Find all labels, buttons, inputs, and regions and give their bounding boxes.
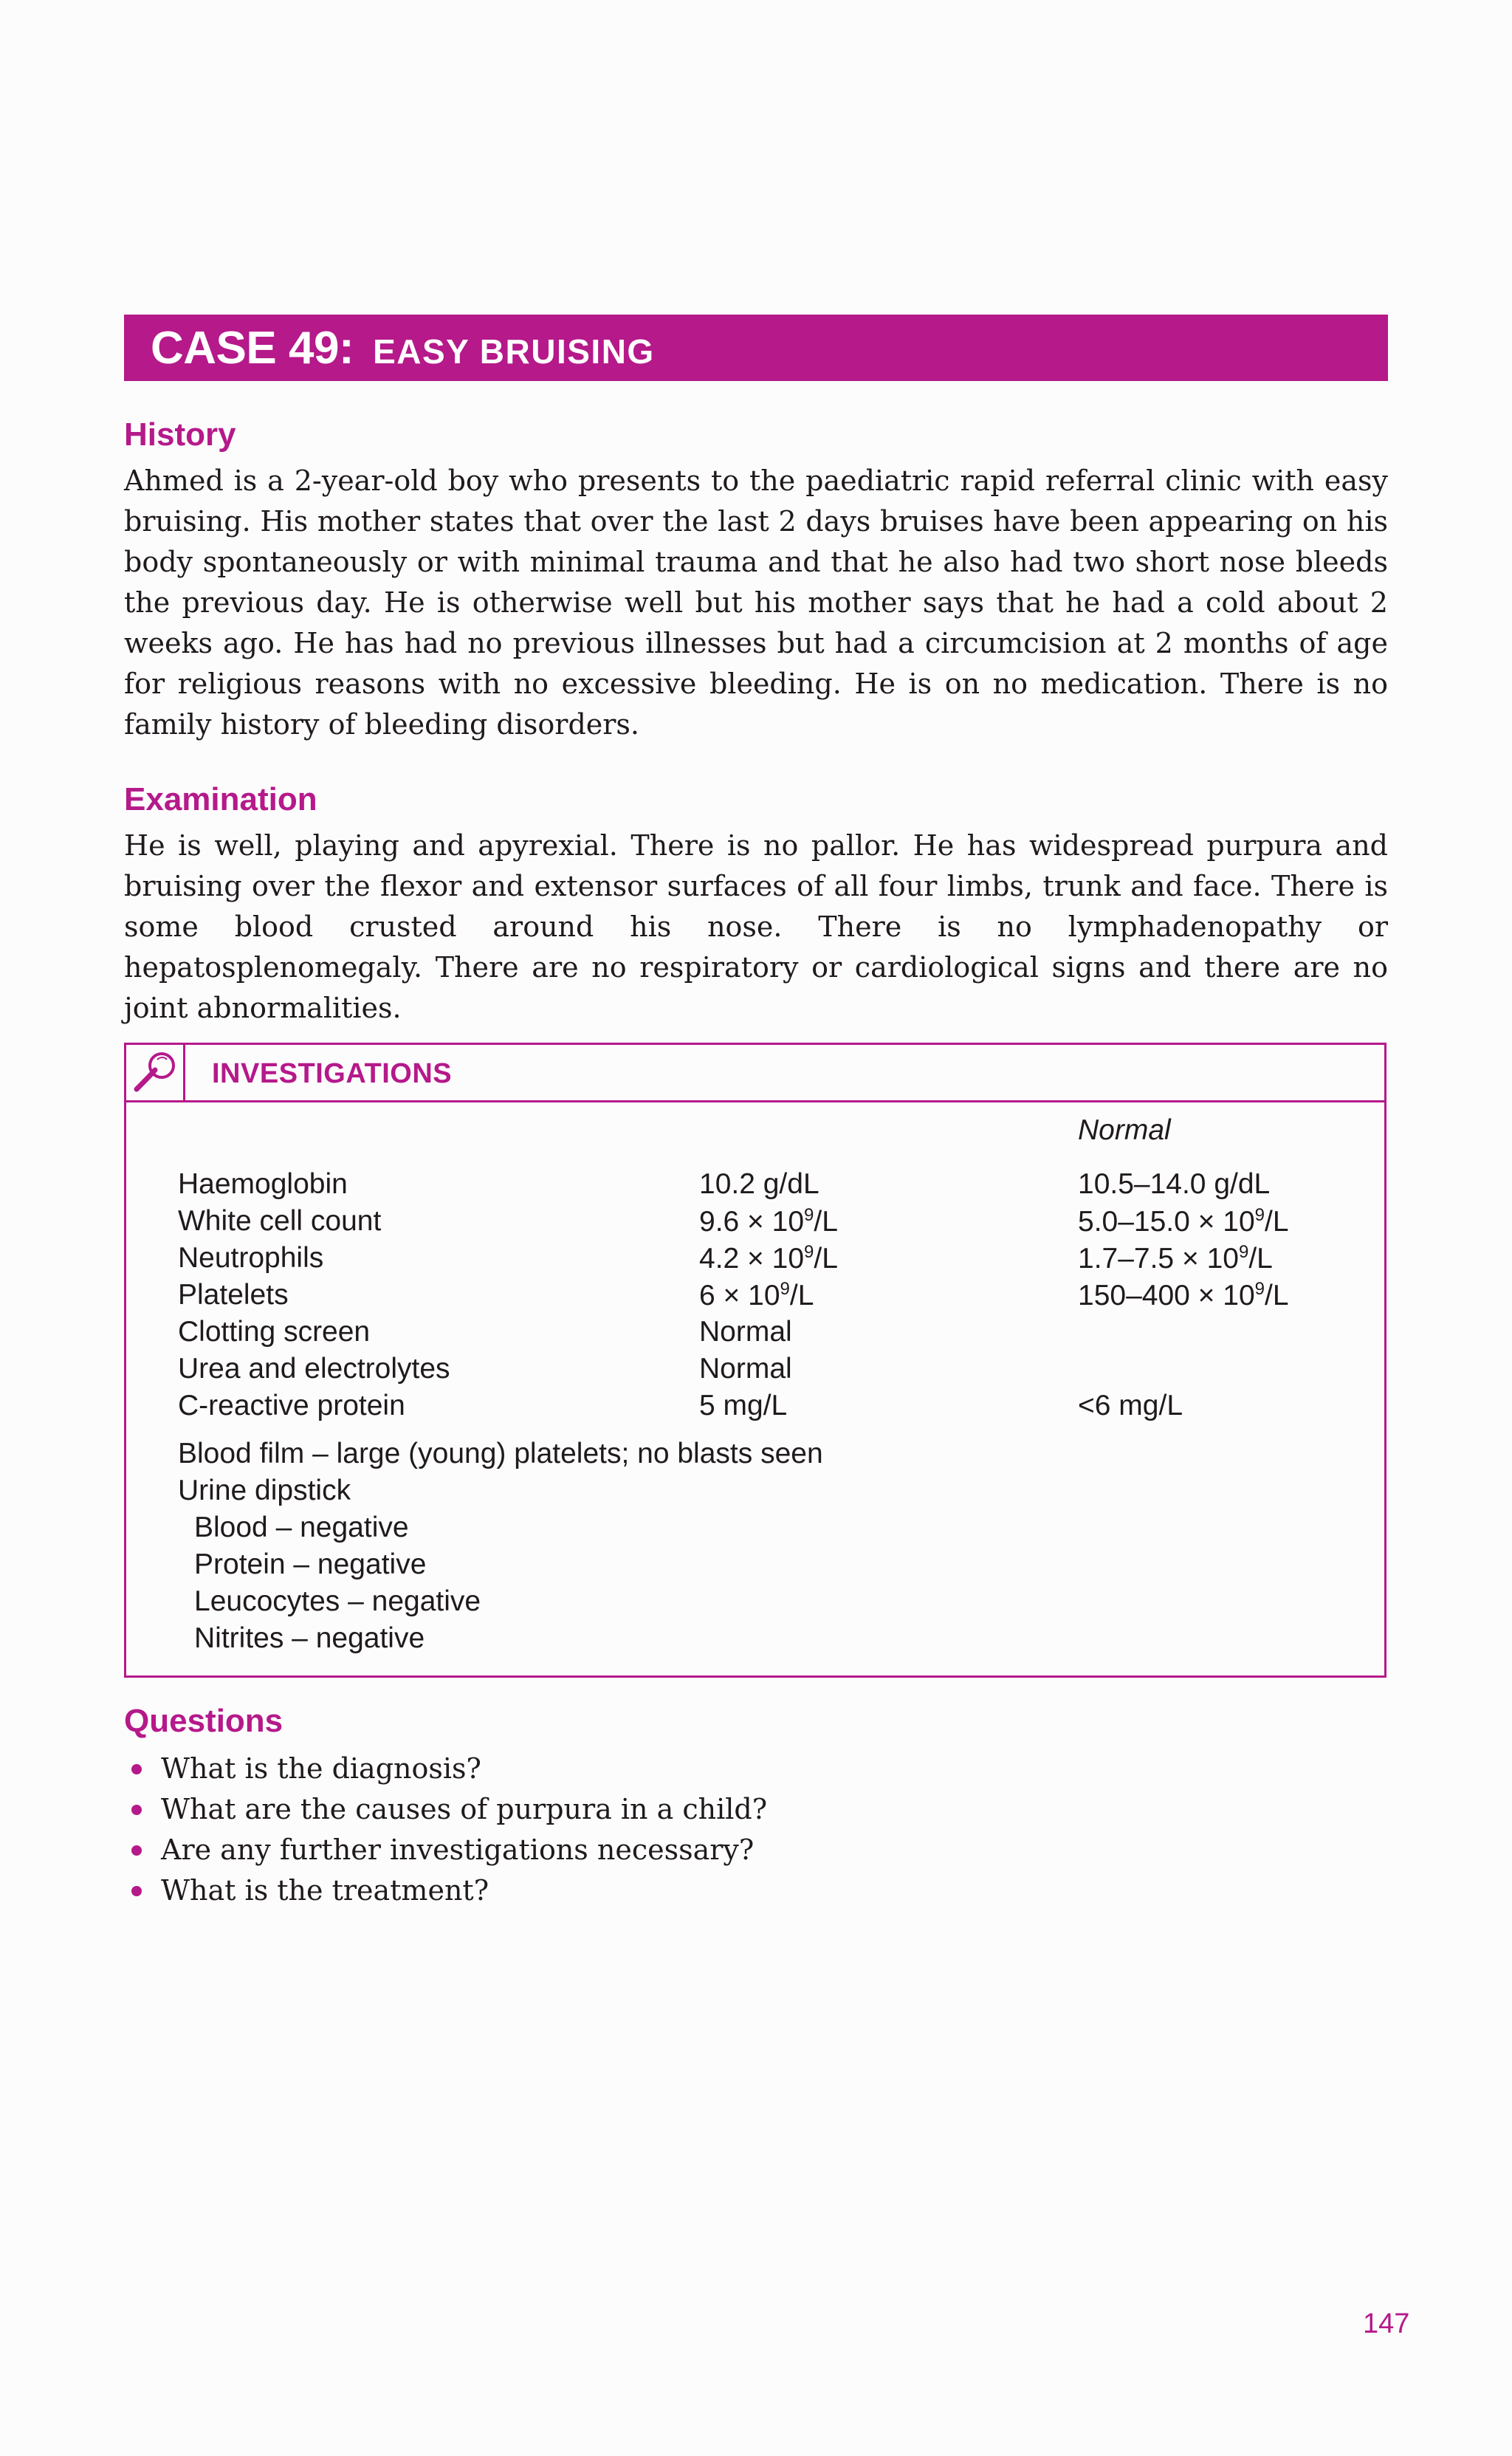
urine-item: Protein – negative (194, 1548, 427, 1580)
questions-list (124, 1749, 767, 1911)
lab-name-clotting-screen: Clotting screen (178, 1316, 371, 1348)
bullet-icon (131, 1886, 142, 1896)
investigations-header (126, 1045, 1384, 1102)
lab-value-neutrophils: $4.2 \times 10^9/L$ (699, 1242, 838, 1275)
urine-item: Nitrites – negative (194, 1622, 425, 1654)
bullet-icon (131, 1805, 142, 1815)
lab-name-platelets: Platelets (178, 1279, 289, 1311)
investigations-title: INVESTIGATIONS (212, 1058, 453, 1089)
lab-name-urea-electrolytes: Urea and electrolytes (178, 1353, 450, 1385)
case-title: EASY BRUISING (373, 332, 655, 371)
examination-text: He is well, playing and apyrexial. There is no pallor. He has widespread purpura and bruising over the flexor and extensor surfaces of all four limbs, trunk and face. There is some blood crusted around his nose. There is no lymphadenopathy or hepatosplenomegaly. There are no respiratory or cardiological signs and there are no joint abnormalities. (124, 829, 1388, 1024)
urine-item: Blood – negative (194, 1512, 409, 1543)
bullet-icon (131, 1845, 142, 1856)
lab-value-platelets: $6 \times 10^9/L$ (699, 1279, 814, 1311)
page-number: 147 (1363, 2308, 1410, 2339)
investigations-box (124, 1043, 1386, 1678)
lab-name-neutrophils: Neutrophils (178, 1242, 324, 1274)
question-item: Are any further investigations necessary? (124, 1830, 767, 1870)
magnifying-glass-icon (128, 1046, 184, 1100)
lab-value-c-reactive-protein: 5 mg/L (699, 1390, 788, 1421)
question-item: What is the treatment? (124, 1870, 767, 1911)
lab-normal-platelets: $150-400 \times 10^9/L$ (1078, 1279, 1289, 1311)
lab-name-haemoglobin: Haemoglobin (178, 1168, 348, 1200)
bullet-icon (131, 1764, 142, 1774)
urine-dipstick-heading: Urine dipstick (178, 1475, 351, 1506)
history-text: Ahmed is a 2-year-old boy who presents to the paediatric rapid referral clinic with easy bruising. His mother states that over the last 2 days bruises have been appearing on his body spontaneously or with minimal trauma and that he also had two short nose bleeds the previous day. He is otherwise well but his mother says that he had a cold about 2 weeks ago. He has had no previous illnesses but had a circumcision at 2 months of age for religious reasons with no excessive bleeding. He is on no medication. There is no family history of bleeding disorders. (124, 464, 1388, 741)
urine-item: Leucocytes – negative (194, 1585, 481, 1617)
lab-name-c-reactive-protein: C-reactive protein (178, 1390, 405, 1421)
lab-normal-c-reactive-protein: <6 mg/L (1078, 1390, 1183, 1421)
lab-value-white-cell-count: $9.6 \times 10^9/L$ (699, 1205, 838, 1238)
case-number: CASE 49: (151, 322, 354, 374)
case-title-banner (124, 315, 1388, 381)
lab-normal-haemoglobin: 10.5–14.0 g/dL (1078, 1168, 1271, 1200)
history-heading: History (124, 416, 236, 453)
questions-heading: Questions (124, 1703, 284, 1739)
lab-normal-white-cell-count: $5.0-15.0 \times 10^9/L$ (1078, 1205, 1289, 1238)
blood-film-result: Blood film – large (young) platelets; no blasts seen (178, 1438, 823, 1469)
lab-value-urea-electrolytes: Normal (699, 1353, 792, 1385)
normal-column-header: Normal (1078, 1114, 1171, 1146)
question-item: What is the diagnosis? (124, 1749, 767, 1789)
lab-normal-neutrophils: $1.7-7.5 \times 10^9/L$ (1078, 1242, 1273, 1275)
investigations-icon-cell (126, 1045, 185, 1100)
lab-name-white-cell-count: White cell count (178, 1205, 382, 1237)
question-item: What are the causes of purpura in a child? (124, 1789, 767, 1830)
examination-heading: Examination (124, 781, 317, 817)
lab-value-clotting-screen: Normal (699, 1316, 792, 1348)
lab-value-haemoglobin: 10.2 g/dL (699, 1168, 819, 1200)
